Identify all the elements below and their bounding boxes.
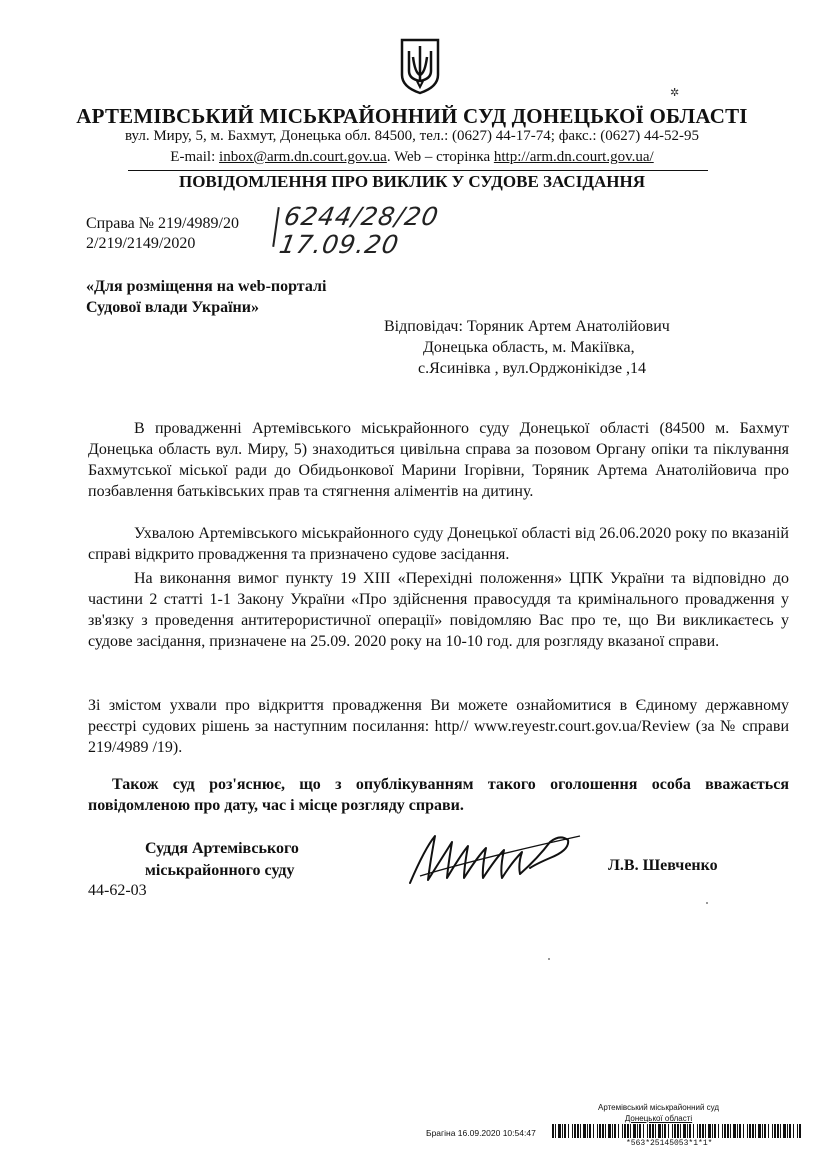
case-number: Справа № 219/4989/20 [86, 215, 239, 232]
web-note-line2: Судової влади України» [86, 299, 259, 316]
respondent-name: Відповідач: Торяник Артем Анатолійович [384, 318, 670, 335]
paragraph-ruling: Ухвалою Артемівського міськрайонного суду Донецької області від 26.06.2020 року по вказаній справі відкрито провадження та призначено судове засідання. [88, 525, 789, 563]
registrar-timestamp: Брагіна 16.09.2020 10:54:47 [426, 1128, 536, 1138]
court-address: вул. Миру, 5, м. Бахмут, Донецька обл. 84500, тел.: (0627) 44-17-74; факс.: (0627) 44-52-95 [124, 128, 700, 144]
respondent-region: Донецька область, м. Макіївка, [423, 339, 635, 356]
header-divider [128, 170, 708, 171]
handwritten-reg-number: 6244/28/20 [282, 202, 442, 231]
handwritten-registration [277, 203, 441, 259]
stamp-line1: Артемівський міськрайонний суд [598, 1103, 720, 1112]
website-link[interactable]: http://arm.dn.court.gov.ua/ [493, 149, 654, 165]
judge-title-line1: Суддя Артемівського [145, 840, 299, 857]
email-label: E-mail: [170, 149, 220, 165]
web-label: . Web – сторінка [386, 149, 494, 165]
court-name: АРТЕМІВСЬКИЙ МІСЬКРАЙОННИЙ СУД ДОНЕЦЬКОЇ ОБЛАСТІ [76, 104, 748, 128]
respondent-street: с.Ясинівка , вул.Орджонікідзе ,14 [418, 360, 647, 377]
court-contacts [0, 149, 824, 166]
court-stamp [598, 1102, 719, 1124]
judge-title [145, 838, 299, 882]
handwritten-reg-date: 17.09.20 [277, 230, 402, 259]
barcode-number: *563*25145053*1*1* [626, 1139, 713, 1148]
scan-speck [548, 958, 550, 960]
proceeding-number: 2/219/2149/2020 [86, 235, 196, 252]
web-note-line1: «Для розміщення на web-порталі [86, 278, 327, 295]
web-portal-note [86, 276, 326, 318]
stamp-line2: Донецької області [624, 1114, 693, 1123]
scan-speck [706, 902, 708, 904]
scan-mark: ✲ [670, 87, 680, 99]
judge-title-line2: міськрайонного суду [145, 862, 295, 879]
paragraph-notice: Також суд роз'яснює, що з опублікуванням такого оголошення особа вважається повідомленою про дату, час і місце розгляду справи. [88, 776, 789, 814]
phone-number: 44-62-03 [88, 882, 147, 899]
paragraph-summons: На виконання вимог пункту 19 ХІІІ «Перехідні положення» ЦПК України та відповідно до частини 2 статті 1-1 Закону України «Про здійснення правосуддя та кримінального провадження у зв'язку з проведення антитерористичної операції» повідомляю Вас про те, що Ви викликаєтесь у судове засідання, призначене на 25.09. 2020 року на 10-10 год. для розгляду вказаної справи. [88, 570, 789, 650]
email-link[interactable]: inbox@arm.dn.court.gov.ua [219, 149, 387, 165]
handwritten-stroke [272, 207, 280, 247]
judge-name: Л.В. Шевченко [608, 857, 718, 874]
paragraph-case-info: В провадженні Артемівського міськрайонного суду Донецької області (84500 м. Бахмут Донецька область вул. Миру, 5) знаходиться цивільна справа за позовом Органу опіки та піклування Бахмутської міської ради до Обидьонкової Марини Ігорівни, Торяник Артема Анатолійовича про позбавлення батьківських прав та стягнення аліментів на дитину. [88, 420, 789, 500]
document-title: ПОВІДОМЛЕННЯ ПРО ВИКЛИК У СУДОВЕ ЗАСІДАННЯ [178, 172, 646, 191]
respondent-block [384, 316, 670, 379]
paragraph-registry: Зі змістом ухвали про відкриття провадження Ви можете ознайомитися в Єдиному державному реєстрі судових рішень за наступним посилання: http// www.reyestr.court.gov.ua/Review (за № справи 219/4989 /19). [88, 697, 789, 756]
coat-of-arms-icon [399, 37, 441, 95]
signature-image [400, 828, 590, 888]
barcode [552, 1124, 804, 1138]
case-number-block [86, 214, 239, 254]
